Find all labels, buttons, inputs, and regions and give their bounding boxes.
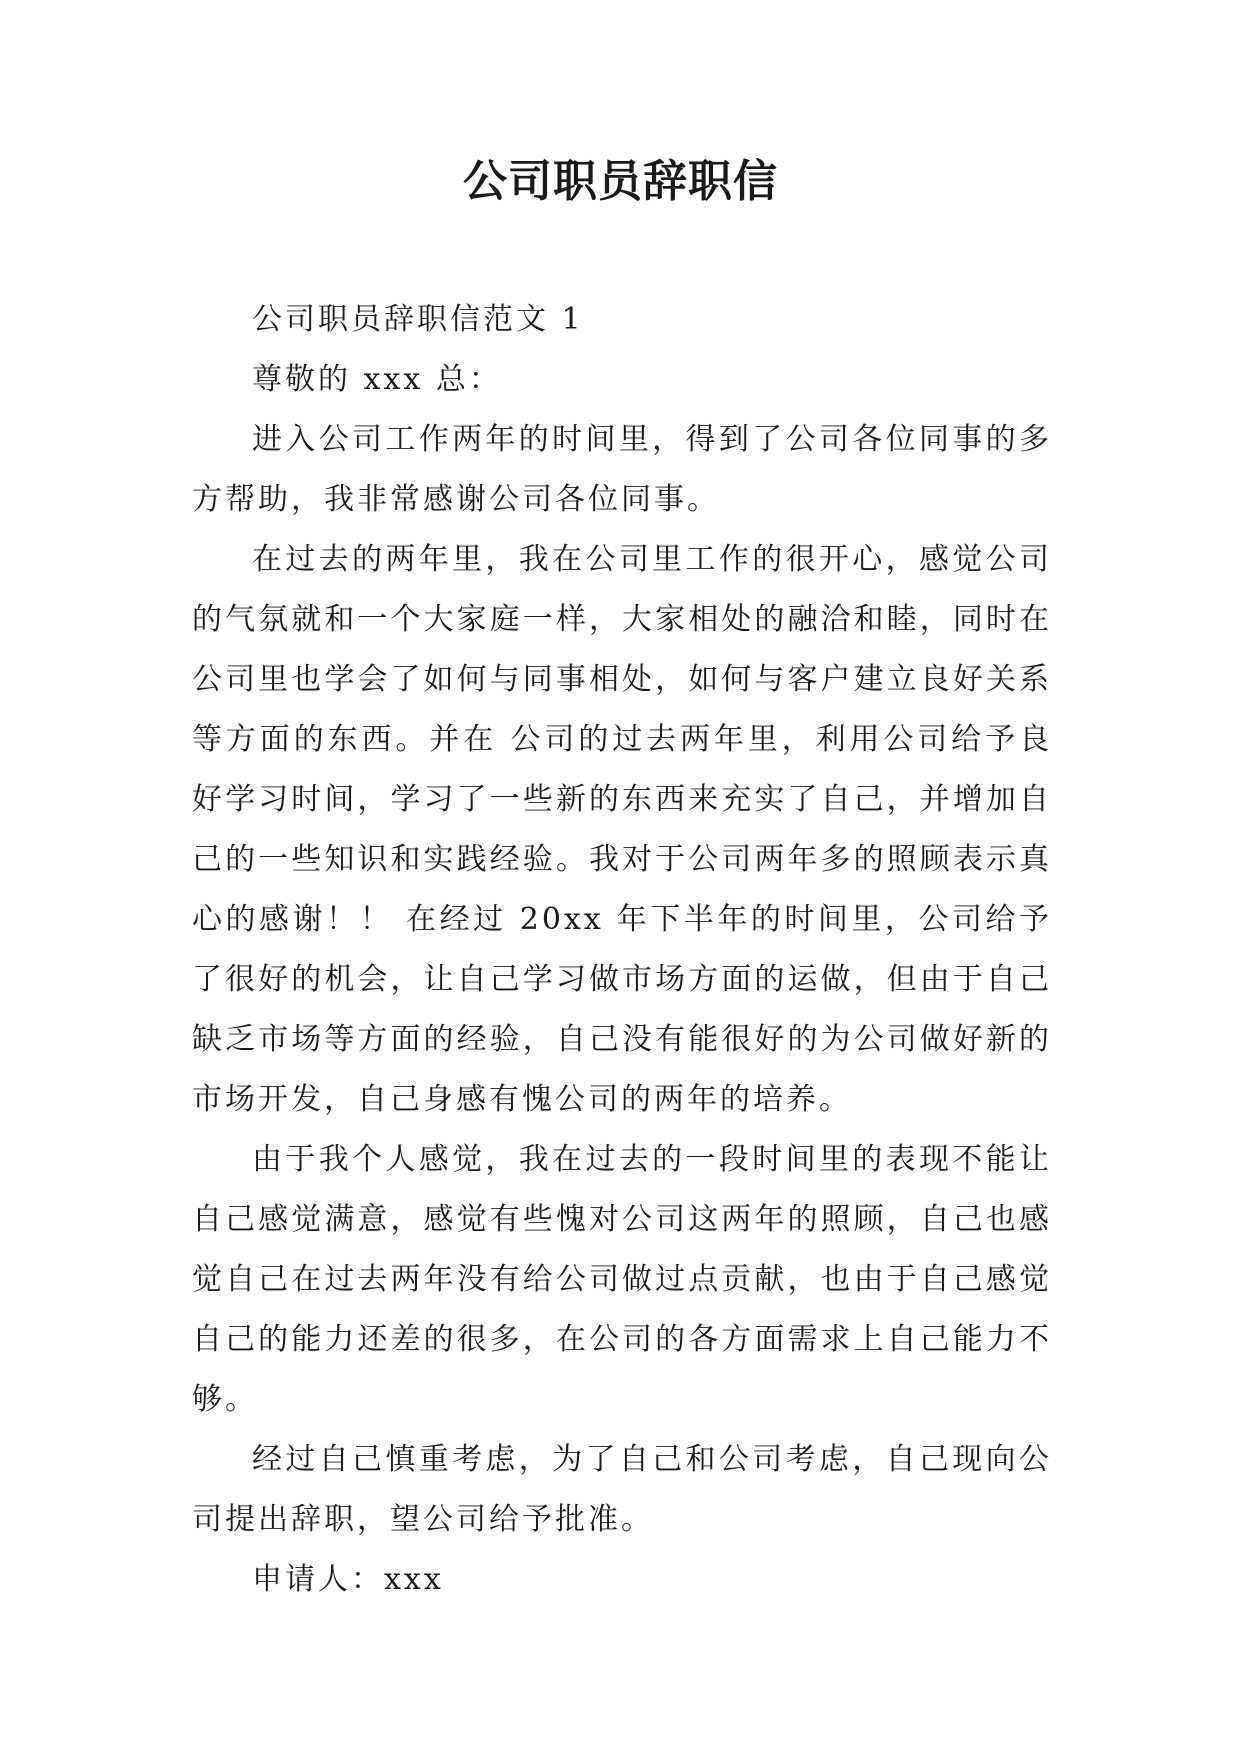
salutation: 尊敬的 xxx 总：	[252, 362, 502, 397]
paragraph-3: 由于我个人感觉，我在过去的一段时间里的表现不能让自己感觉满意，感觉有些愧对公司这两年的照顾，自己也感觉自己在过去两年没有给公司做过点贡献，也由于自己感觉自己的能力还差的很多，在公司的各方面需求上自己能力不够。	[192, 1142, 1052, 1417]
document-subtitle: 公司职员辞职信范文 1	[252, 302, 584, 337]
paragraph-1: 进入公司工作两年的时间里，得到了公司各位同事的多方帮助，我非常感谢公司各位同事。	[192, 422, 1052, 517]
document-title: 公司职员辞职信	[463, 156, 778, 207]
signature: 申请人：xxx	[252, 1562, 444, 1597]
paragraph-2: 在过去的两年里，我在公司里工作的很开心，感觉公司的气氛就和一个大家庭一样，大家相处的融洽和睦，同时在公司里也学会了如何与同事相处，如何与客户建立良好关系等方面的东西。并在 公司的过去两年里，利用公司给予良好学习时间，学习了一些新的东西来充实了自己，并增加自己的一些知识和实践经验。我对于公司两年多的照顾表示真心的感谢！！ 在经过 20xx 年下半年的时间里，公司给予了很好的机会，让自己学习做市场方面的运做，但由于自己缺乏市场等方面的经验，自己没有能很好的为公司做好新的市场开发，自己身感有愧公司的两年的培养。	[192, 542, 1052, 1117]
document-body	[192, 290, 1052, 1610]
paragraph-4: 经过自己慎重考虑，为了自己和公司考虑，自己现向公司提出辞职，望公司给予批准。	[192, 1442, 1052, 1537]
